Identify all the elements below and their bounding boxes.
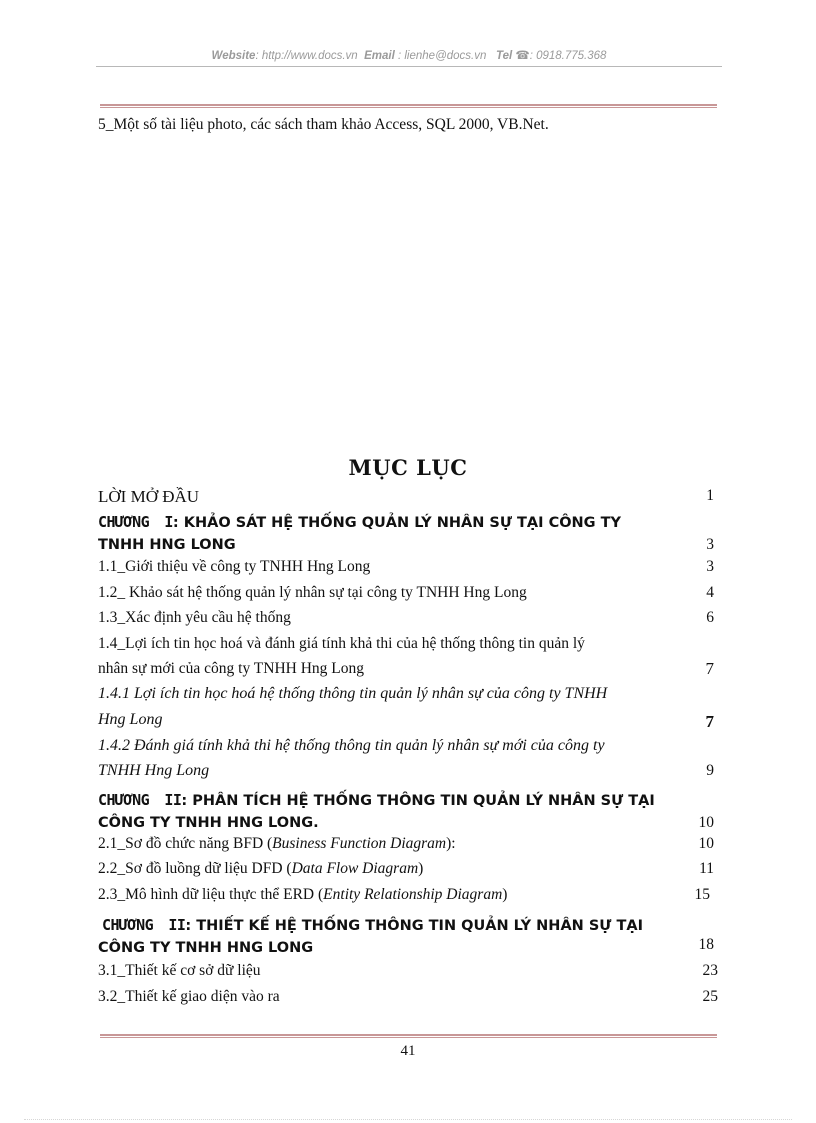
toc-item-1-4-2-line1: 1.4.2 Đánh giá tính khả thi hệ thống thông tin quản lý nhân sự mới của công ty — [98, 737, 605, 754]
toc-item-1-4-2-line2: TNHH Hng Long — [98, 762, 210, 779]
toc-chapter-1-line2: TNHH HNG LONG — [98, 537, 236, 553]
header-divider — [96, 66, 722, 67]
toc-item-1-1: 1.1_Giới thiệu về công ty TNHH Hng Long — [98, 558, 371, 575]
page-number: 41 — [400, 1043, 416, 1059]
chapter-label: CHƯƠNG — [102, 916, 154, 934]
toc-item-3-1-page: 23 — [702, 962, 718, 979]
toc-item-1-4-page: 7 — [705, 659, 714, 678]
toc-item-2-3-page: 15 — [694, 886, 710, 903]
toc-item-2-3-text: 2.3_Mô hình dữ liệu thực thể ERD ( — [98, 886, 324, 903]
reference-item: 5_Một số tài liệu photo, các sách tham khảo Access, SQL 2000, VB.Net. — [98, 116, 549, 133]
toc-chapter-1-page: 3 — [706, 536, 714, 553]
toc-item-2-2 — [98, 860, 423, 878]
toc-item-1-4-1-line1: 1.4.1 Lợi ích tin học hoá hệ thống thông tin quản lý nhân sự của công ty TNHH — [98, 685, 608, 702]
toc-item-1-2-page: 4 — [706, 584, 714, 601]
email-label: Email — [364, 50, 395, 62]
toc-item-1-4-line1: 1.4_Lợi ích tin học hoá và đánh giá tính khả thi của hệ thống thông tin quản lý — [98, 635, 585, 652]
toc-item-2-1 — [98, 835, 456, 853]
toc-item-1-4-1-page: 7 — [705, 712, 714, 731]
toc-title: MỤC LỤC — [348, 455, 468, 480]
website-value: : http://www.docs.vn — [255, 50, 358, 62]
toc-item-1-3: 1.3_Xác định yêu cầu hệ thống — [98, 609, 291, 626]
chapter-number: II — [164, 791, 182, 809]
toc-item-2-1-suffix: ): — [446, 835, 456, 852]
toc-item-2-3 — [98, 886, 507, 904]
toc-item-3-2: 3.2_Thiết kế giao diện vào ra — [98, 988, 280, 1005]
toc-chapter-1-line1 — [98, 513, 621, 531]
chapter-title: : THIẾT KẾ HỆ THỐNG THÔNG TIN QUẢN LÝ NHÂN SỰ TẠI — [185, 918, 643, 934]
toc-chapter-2-page: 10 — [698, 814, 714, 831]
toc-item-1-4-line2: nhân sự mới của công ty TNHH Hng Long — [98, 660, 364, 677]
toc-item-2-2-page: 11 — [699, 860, 714, 877]
page-edge-dots — [24, 1119, 792, 1120]
toc-item-1-2: 1.2_ Khảo sát hệ thống quản lý nhân sự tại công ty TNHH Hng Long — [98, 584, 527, 601]
toc-intro-label: LỜI MỞ ĐẦU — [98, 487, 200, 506]
toc-item-2-2-text: 2.2_Sơ đồ luồng dữ liệu DFD ( — [98, 860, 292, 877]
phone-icon: ☎ — [515, 50, 530, 62]
toc-item-3-2-page: 25 — [702, 988, 718, 1005]
toc-item-2-2-suffix: ) — [418, 860, 424, 877]
chapter-number: II — [168, 916, 186, 934]
toc-chapter-2-line1 — [98, 791, 655, 809]
chapter-number: I — [164, 513, 173, 531]
chapter-title: : KHẢO SÁT HỆ THỐNG QUẢN LÝ NHÂN SỰ TẠI CÔNG TY — [172, 515, 622, 531]
chapter-title: : PHÂN TÍCH HỆ THỐNG THÔNG TIN QUẢN LÝ NHÂN SỰ TẠI — [181, 793, 655, 809]
toc-chapter-3-line1 — [102, 916, 643, 934]
toc-intro-page: 1 — [706, 487, 714, 504]
toc-item-1-4-1-line2: Hng Long — [98, 711, 163, 728]
toc-item-1-1-page: 3 — [706, 558, 714, 575]
page-header — [96, 48, 722, 62]
toc-item-3-1: 3.1_Thiết kế cơ sở dữ liệu — [98, 962, 261, 979]
toc-item-2-3-term: Entity Relationship Diagram — [323, 886, 503, 903]
chapter-label: CHƯƠNG — [98, 513, 150, 531]
top-rule — [100, 104, 717, 108]
tel-value: : 0918.775.368 — [529, 50, 607, 62]
bottom-rule — [100, 1034, 717, 1038]
toc-item-2-1-text: 2.1_Sơ đồ chức năng BFD ( — [98, 835, 273, 852]
toc-item-1-3-page: 6 — [706, 609, 714, 626]
email-value: : lienhe@docs.vn — [397, 50, 487, 62]
toc-item-1-4-2-page: 9 — [706, 762, 714, 779]
toc-item-2-1-term: Business Function Diagram — [272, 835, 447, 852]
toc-chapter-3-page: 18 — [698, 936, 714, 953]
toc-chapter-3-line2: CÔNG TY TNHH HNG LONG — [98, 940, 314, 956]
toc-item-2-1-page: 10 — [698, 835, 714, 852]
toc-chapter-2-line2: CÔNG TY TNHH HNG LONG. — [98, 815, 319, 831]
toc-item-2-2-term: Data Flow Diagram — [291, 860, 419, 877]
website-label: Website — [211, 50, 256, 62]
toc-item-2-3-suffix: ) — [502, 886, 508, 903]
chapter-label: CHƯƠNG — [98, 791, 150, 809]
tel-label: Tel — [495, 50, 513, 62]
